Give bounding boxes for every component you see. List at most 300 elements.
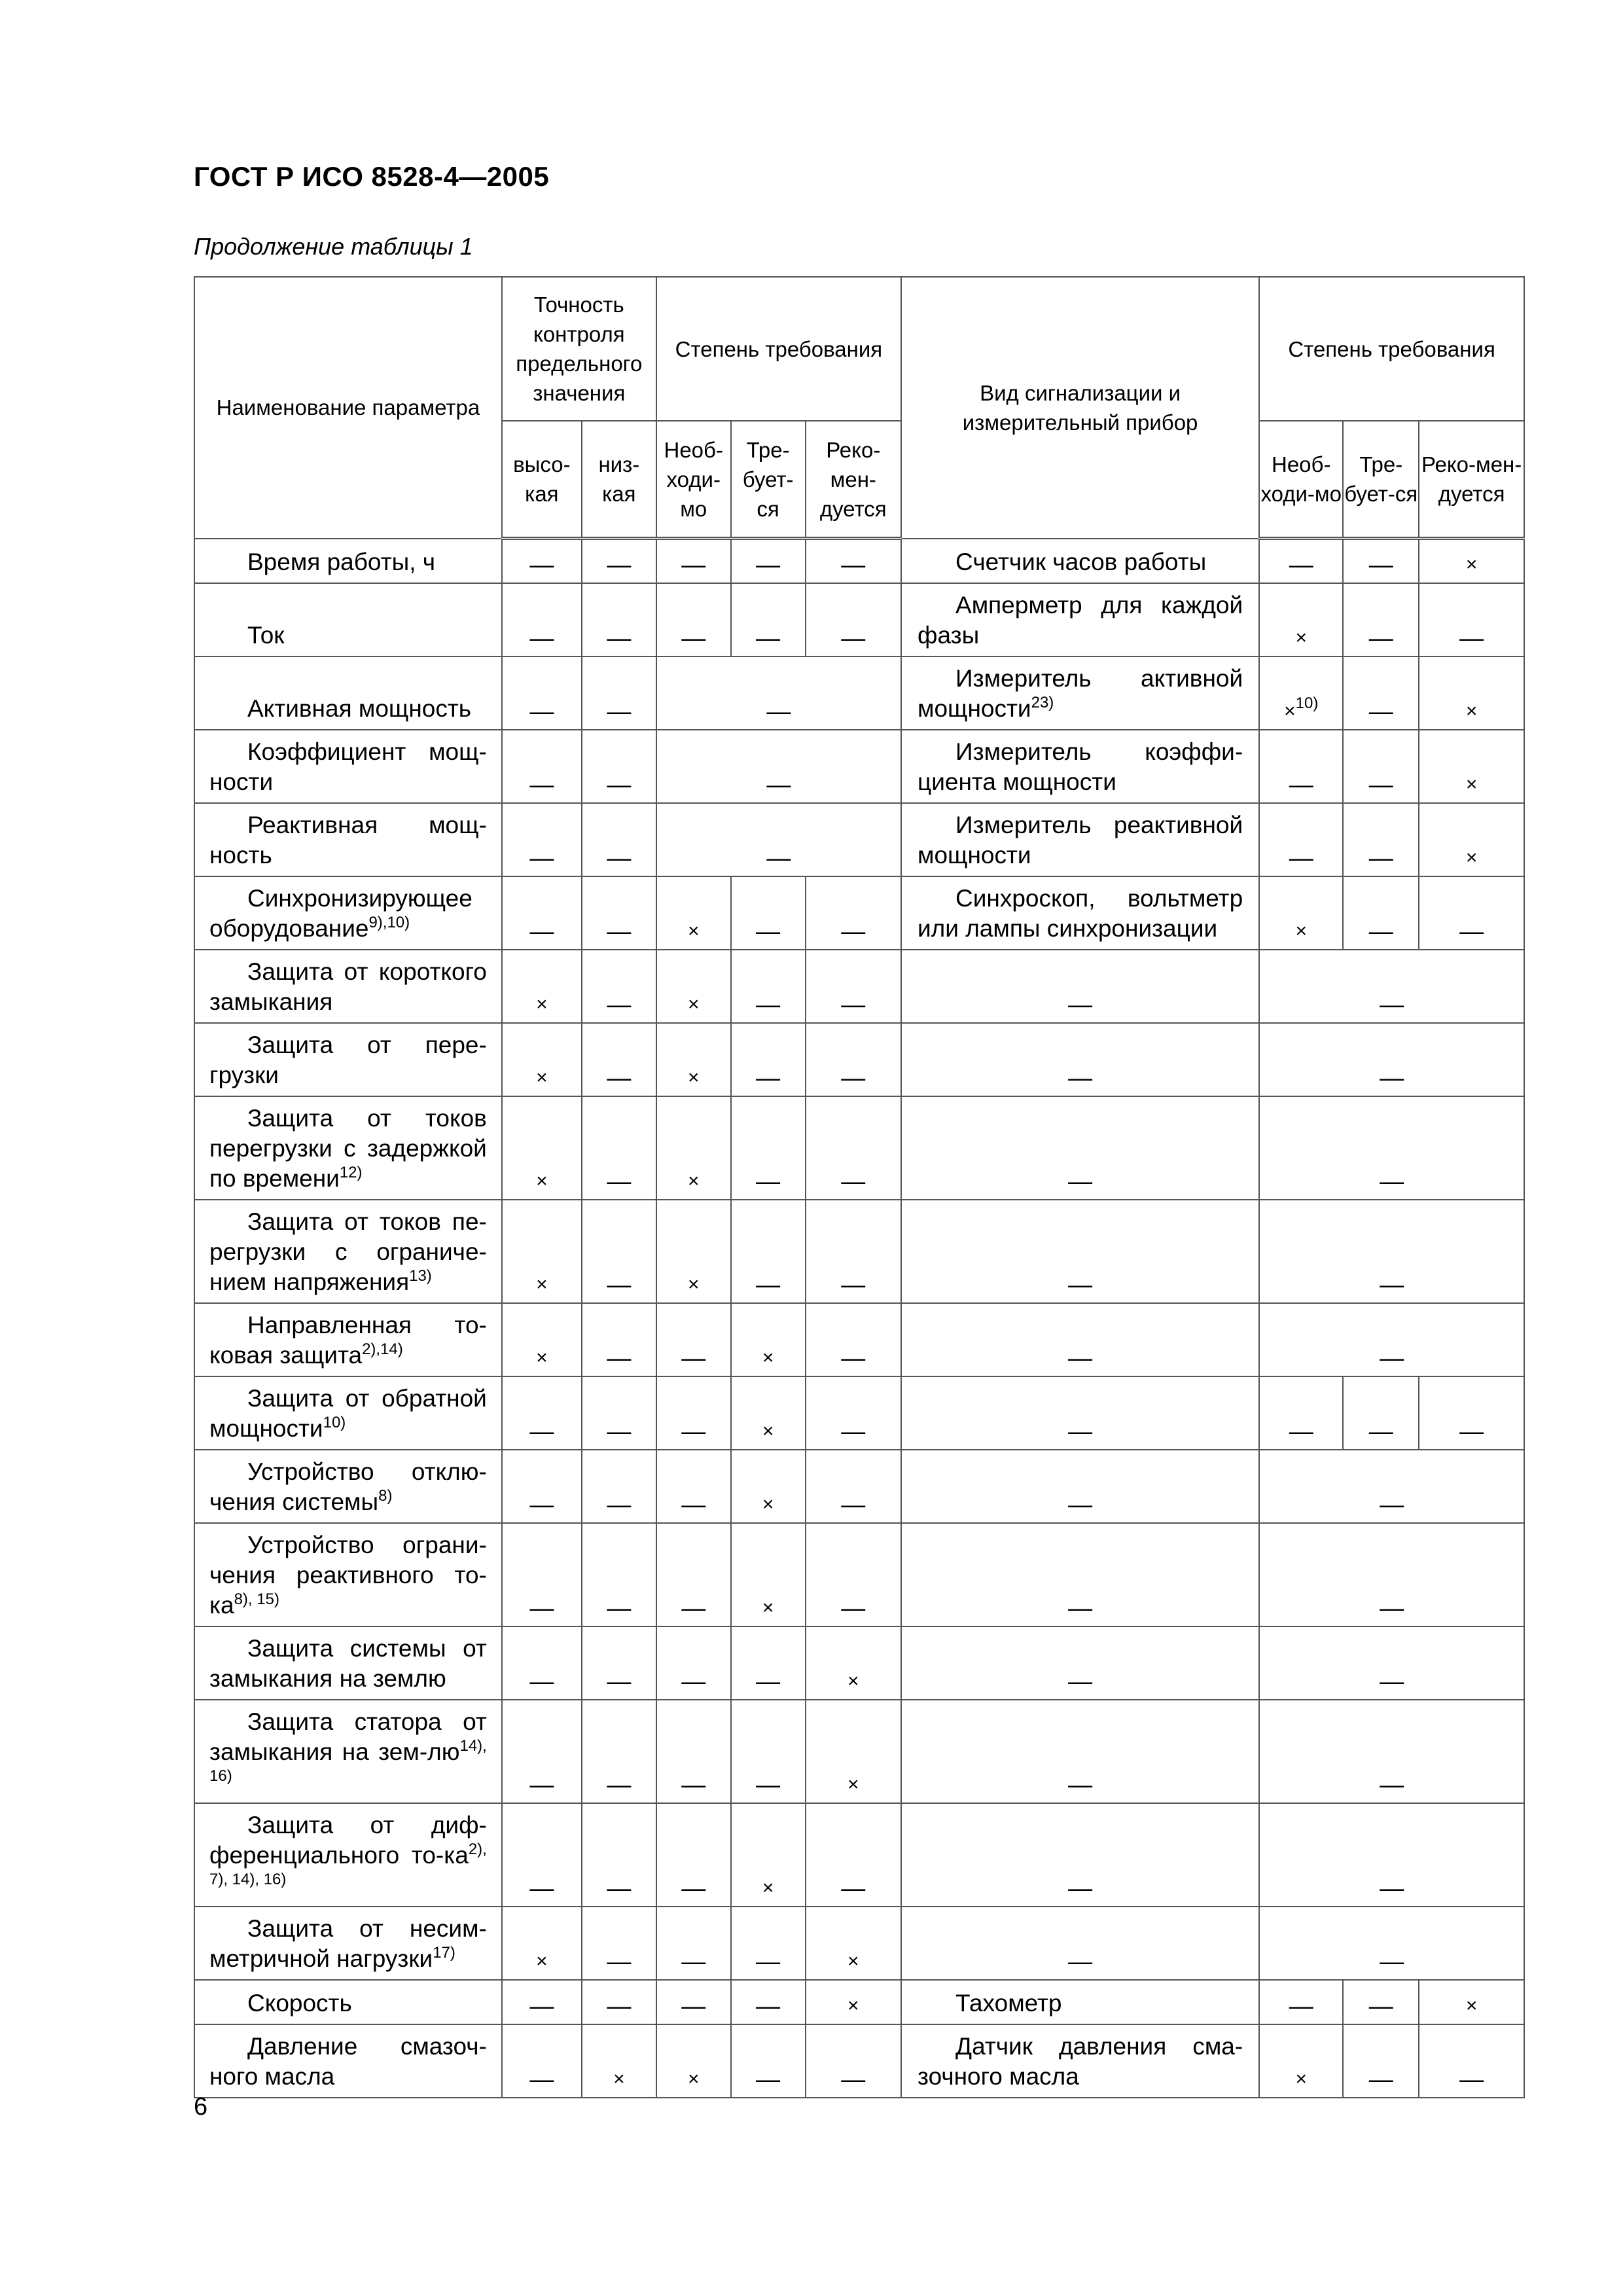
cell-required-value: —	[756, 1770, 781, 1798]
cell-required-value: —	[756, 1270, 781, 1298]
device-name-text: Счетчик часов работы	[955, 548, 1207, 575]
cell-device-requirement-merged	[1259, 1700, 1524, 1803]
parameter-name-footnote-ref: 2),14)	[362, 1340, 403, 1358]
cell-high	[502, 730, 582, 803]
cell-necessary	[656, 876, 731, 950]
cell-high	[502, 876, 582, 950]
parameter-name-text: Устройство отклю-чения системы	[209, 1458, 487, 1515]
cell-required-value: ×	[762, 1596, 774, 1619]
cell-high	[502, 1450, 582, 1523]
cell-device-recommended-value: ×	[1465, 700, 1478, 722]
cell-recommended	[806, 583, 901, 656]
parameter-name-footnote-ref: 9),10)	[368, 913, 410, 931]
cell-high-value: ×	[536, 993, 548, 1015]
parameter-name-text: Реактивная мощ-ность	[209, 811, 487, 869]
cell-device-required	[1343, 539, 1419, 583]
cell-device-recommended	[1419, 583, 1524, 656]
cell-low-value: —	[607, 770, 632, 798]
cell-necessary	[656, 1980, 731, 2024]
cell-necessary-value: ×	[687, 920, 700, 942]
header-accuracy: Точность контроля предельного значения	[502, 277, 656, 421]
parameter-name-text: Давление смазоч-ного масла	[209, 2032, 487, 2090]
cell-high-value: —	[529, 1417, 554, 1444]
cell-device-necessary-value: ×	[1295, 626, 1307, 649]
cell-required	[731, 1450, 806, 1523]
cell-high	[502, 1803, 582, 1907]
cell-recommended-value: ×	[847, 1773, 859, 1795]
cell-low-value: —	[607, 1064, 632, 1091]
cell-recommended	[806, 876, 901, 950]
device-name	[901, 1023, 1259, 1096]
parameter-name-text: Защита статора от замыкания на зем-лю	[209, 1708, 487, 1765]
cell-device-necessary	[1259, 1376, 1343, 1450]
cell-necessary	[656, 1023, 731, 1096]
cell-low-value: —	[607, 624, 632, 651]
cell-required-value: —	[756, 1167, 781, 1194]
cell-required-value: —	[756, 2065, 781, 2092]
cell-low	[582, 1303, 656, 1376]
cell-high	[502, 1376, 582, 1450]
device-name-value: —	[1068, 1270, 1093, 1298]
cell-required-value: —	[756, 550, 781, 578]
cell-required	[731, 1303, 806, 1376]
cell-necessary-value: —	[681, 1594, 706, 1621]
cell-required-value: ×	[762, 1420, 774, 1442]
cell-recommended	[806, 950, 901, 1023]
cell-required	[731, 2024, 806, 2098]
parameter-name	[194, 1803, 502, 1907]
cell-high-value: ×	[536, 1170, 548, 1192]
cell-device-necessary	[1259, 876, 1343, 950]
table-row	[194, 803, 1524, 876]
cell-necessary	[656, 539, 731, 583]
cell-necessary	[656, 1700, 731, 1803]
cell-necessary-value: —	[681, 1417, 706, 1444]
cell-device-requirement-merged	[1259, 1200, 1524, 1303]
cell-device-required-value: —	[1368, 844, 1393, 871]
cell-recommended	[806, 1450, 901, 1523]
parameter-name	[194, 1376, 502, 1450]
cell-necessary-value: —	[681, 1947, 706, 1975]
cell-recommended-value: —	[841, 1344, 866, 1371]
cell-high-value: —	[529, 1594, 554, 1621]
cell-required	[731, 1023, 806, 1096]
cell-necessary	[656, 1376, 731, 1450]
device-name-value: —	[1068, 1417, 1093, 1444]
header-requirement-degree: Степень требования	[656, 277, 901, 421]
parameter-name-text: Активная мощность	[247, 694, 472, 722]
cell-low	[582, 539, 656, 583]
table-row	[194, 2024, 1524, 2098]
document-title: ГОСТ Р ИСО 8528-4—2005	[194, 161, 550, 192]
header-high: высо-кая	[502, 421, 582, 539]
cell-recommended	[806, 2024, 901, 2098]
device-name	[901, 1200, 1259, 1303]
cell-device-requirement-merged-value: —	[1380, 1270, 1404, 1298]
cell-low-value: —	[607, 917, 632, 944]
cell-device-recommended	[1419, 876, 1524, 950]
parameter-name-footnote-ref: 13)	[409, 1266, 432, 1285]
header-necessary: Необ-ходи-мо	[656, 421, 731, 539]
cell-high	[502, 1700, 582, 1803]
cell-low	[582, 803, 656, 876]
table-row	[194, 950, 1524, 1023]
device-name	[901, 539, 1259, 583]
cell-recommended-value: ×	[847, 1994, 859, 2017]
cell-device-requirement-merged	[1259, 1096, 1524, 1200]
cell-low	[582, 1700, 656, 1803]
cell-high	[502, 950, 582, 1023]
cell-recommended	[806, 1626, 901, 1700]
device-name	[901, 1096, 1259, 1200]
cell-required-value: —	[756, 1992, 781, 2019]
cell-necessary-value: —	[681, 1770, 706, 1798]
device-name-footnote-ref: 23)	[1031, 693, 1054, 711]
cell-recommended	[806, 1200, 901, 1303]
device-name	[901, 1980, 1259, 2024]
cell-low-value: —	[607, 1270, 632, 1298]
cell-required-value: —	[756, 917, 781, 944]
cell-high-value: ×	[536, 1273, 548, 1295]
device-name	[901, 1907, 1259, 1980]
cell-low-value: —	[607, 1992, 632, 2019]
cell-low-value: —	[607, 1344, 632, 1371]
cell-high-value: ×	[536, 1950, 548, 1972]
header-low: низ-кая	[582, 421, 656, 539]
header-necessary-2: Необ-ходи-мо	[1259, 421, 1343, 539]
device-name	[901, 730, 1259, 803]
parameter-name-text: Скорость	[247, 1989, 352, 2017]
cell-device-necessary	[1259, 656, 1343, 730]
cell-necessary-value: —	[681, 1344, 706, 1371]
device-name	[901, 1523, 1259, 1626]
cell-device-recommended-value: ×	[1465, 553, 1478, 575]
device-name	[901, 2024, 1259, 2098]
cell-required	[731, 1376, 806, 1450]
cell-low-value: —	[607, 1667, 632, 1695]
device-name-value: —	[1068, 1770, 1093, 1798]
cell-high	[502, 2024, 582, 2098]
cell-high	[502, 1096, 582, 1200]
parameter-name-footnote-ref: 12)	[339, 1163, 363, 1181]
device-name	[901, 583, 1259, 656]
cell-device-recommended	[1419, 1376, 1524, 1450]
cell-high-value: —	[529, 1770, 554, 1798]
cell-recommended	[806, 1096, 901, 1200]
table-row	[194, 1523, 1524, 1626]
parameter-name	[194, 656, 502, 730]
cell-device-required	[1343, 1376, 1419, 1450]
cell-device-recommended-value: —	[1459, 624, 1484, 651]
cell-device-required	[1343, 730, 1419, 803]
cell-low	[582, 876, 656, 950]
cell-recommended-value: —	[841, 990, 866, 1018]
parameter-name-text: Синхронизирующее оборудование	[209, 884, 473, 942]
cell-low-value: —	[607, 1417, 632, 1444]
cell-device-requirement-merged-value: —	[1380, 1064, 1404, 1091]
cell-recommended-value: —	[841, 1874, 866, 1901]
cell-required	[731, 950, 806, 1023]
cell-necessary	[656, 1523, 731, 1626]
parameter-name	[194, 876, 502, 950]
cell-device-requirement-merged	[1259, 1803, 1524, 1907]
cell-low	[582, 656, 656, 730]
cell-low	[582, 1907, 656, 1980]
cell-device-requirement-merged-value: —	[1380, 1874, 1404, 1901]
cell-high	[502, 1907, 582, 1980]
cell-recommended-value: ×	[847, 1670, 859, 1692]
cell-required	[731, 1200, 806, 1303]
cell-high	[502, 539, 582, 583]
parameter-name	[194, 539, 502, 583]
device-name-text: Синхроскоп, вольтметр или лампы синхронизации	[918, 884, 1243, 942]
cell-high-value: —	[529, 624, 554, 651]
cell-high-value: —	[529, 550, 554, 578]
device-name-value: —	[1068, 1667, 1093, 1695]
cell-required	[731, 539, 806, 583]
parameter-name-text: Защита от токов пе-регрузки с ограниче-нием напряжения	[209, 1208, 487, 1295]
cell-low	[582, 730, 656, 803]
cell-low	[582, 1200, 656, 1303]
device-name-value: —	[1068, 1064, 1093, 1091]
cell-recommended	[806, 1523, 901, 1626]
cell-device-recommended-value: —	[1459, 2065, 1484, 2092]
cell-necessary	[656, 1803, 731, 1907]
cell-recommended	[806, 1700, 901, 1803]
device-name-value: —	[1068, 1167, 1093, 1194]
cell-recommended	[806, 1980, 901, 2024]
cell-requirement-merged-value: —	[766, 770, 791, 798]
parameter-name	[194, 1907, 502, 1980]
parameter-name-text: Ток	[247, 621, 285, 649]
parameter-name	[194, 1523, 502, 1626]
cell-necessary-value: —	[681, 550, 706, 578]
cell-device-required	[1343, 1980, 1419, 2024]
cell-necessary-value: ×	[687, 2068, 700, 2090]
table-row	[194, 1376, 1524, 1450]
cell-device-necessary-value: —	[1289, 1992, 1313, 2019]
cell-necessary	[656, 950, 731, 1023]
table-row	[194, 1200, 1524, 1303]
cell-recommended-value: —	[841, 1490, 866, 1518]
cell-necessary	[656, 1450, 731, 1523]
table-row	[194, 1096, 1524, 1200]
cell-recommended	[806, 1907, 901, 1980]
cell-device-requirement-merged	[1259, 1303, 1524, 1376]
parameter-name-text: Защита от обратной мощности	[209, 1384, 487, 1442]
cell-required	[731, 1626, 806, 1700]
parameter-name-footnote-ref: 14), 16)	[209, 1736, 487, 1785]
cell-device-recommended	[1419, 1980, 1524, 2024]
cell-high-value: ×	[536, 1346, 548, 1369]
cell-device-requirement-merged	[1259, 1626, 1524, 1700]
cell-required	[731, 876, 806, 950]
cell-necessary-value: ×	[687, 993, 700, 1015]
cell-necessary-value: ×	[687, 1066, 700, 1088]
cell-low-value: —	[607, 1947, 632, 1975]
cell-necessary	[656, 1200, 731, 1303]
cell-device-required-value: —	[1368, 550, 1393, 578]
cell-requirement-merged	[656, 730, 901, 803]
device-name	[901, 1450, 1259, 1523]
cell-low	[582, 1626, 656, 1700]
cell-required	[731, 1700, 806, 1803]
cell-required-value: ×	[762, 1346, 774, 1369]
cell-device-requirement-merged-value: —	[1380, 1947, 1404, 1975]
cell-recommended	[806, 1303, 901, 1376]
cell-requirement-merged-value: —	[766, 844, 791, 871]
device-name	[901, 803, 1259, 876]
parameter-name-text: Защита системы от замыкания на землю	[209, 1634, 487, 1692]
device-name	[901, 656, 1259, 730]
cell-device-recommended-value: ×	[1465, 846, 1478, 869]
cell-low	[582, 2024, 656, 2098]
parameter-name-text: Защита от диф-ференциального то-ка	[209, 1811, 487, 1869]
cell-low-value: —	[607, 1594, 632, 1621]
cell-device-requirement-merged-value: —	[1380, 1770, 1404, 1798]
header-device: Вид сигнализации и измерительный прибор	[901, 277, 1259, 539]
parameter-name	[194, 2024, 502, 2098]
cell-required	[731, 1096, 806, 1200]
cell-low-value: —	[607, 1490, 632, 1518]
cell-device-required-value: —	[1368, 1992, 1393, 2019]
cell-high-value: ×	[536, 1066, 548, 1088]
cell-recommended	[806, 539, 901, 583]
device-name	[901, 1803, 1259, 1907]
cell-high-value: —	[529, 1490, 554, 1518]
cell-device-recommended-value: ×	[1465, 1994, 1478, 2017]
parameter-name-footnote-ref: 8)	[378, 1486, 393, 1505]
cell-low-value: —	[607, 990, 632, 1018]
cell-low	[582, 950, 656, 1023]
table-row	[194, 583, 1524, 656]
cell-device-requirement-merged-value: —	[1380, 1490, 1404, 1518]
table-row	[194, 1626, 1524, 1700]
cell-device-required-value: —	[1368, 770, 1393, 798]
cell-recommended	[806, 1803, 901, 1907]
device-name-value: —	[1068, 1594, 1093, 1621]
table-row	[194, 1980, 1524, 2024]
cell-recommended	[806, 1023, 901, 1096]
cell-necessary	[656, 1096, 731, 1200]
parameter-name	[194, 1450, 502, 1523]
cell-high-value: —	[529, 1667, 554, 1695]
cell-device-necessary-value: ×	[1295, 920, 1307, 942]
cell-high	[502, 1523, 582, 1626]
table-row	[194, 1803, 1524, 1907]
cell-low-value: —	[607, 1167, 632, 1194]
cell-device-required-value: —	[1368, 697, 1393, 725]
cell-recommended-value: —	[841, 2065, 866, 2092]
device-name	[901, 1376, 1259, 1450]
cell-device-requirement-merged	[1259, 1907, 1524, 1980]
cell-device-requirement-merged	[1259, 1523, 1524, 1626]
cell-low	[582, 1376, 656, 1450]
device-name	[901, 950, 1259, 1023]
device-name	[901, 1626, 1259, 1700]
cell-device-required	[1343, 876, 1419, 950]
parameter-name-footnote-ref: 8), 15)	[234, 1590, 279, 1608]
cell-device-necessary-value: —	[1289, 1417, 1313, 1444]
table-body	[194, 539, 1524, 2098]
parameter-name-footnote-ref: 17)	[433, 1943, 455, 1962]
cell-high	[502, 1980, 582, 2024]
table-row	[194, 656, 1524, 730]
parameter-name-text: Защита от пере-грузки	[209, 1031, 487, 1088]
device-name-value: —	[1068, 1344, 1093, 1371]
cell-high	[502, 1626, 582, 1700]
cell-device-required	[1343, 583, 1419, 656]
cell-required	[731, 1907, 806, 1980]
cell-required-value: —	[756, 1064, 781, 1091]
parameter-name	[194, 803, 502, 876]
parameter-name	[194, 1023, 502, 1096]
parameter-name	[194, 950, 502, 1023]
cell-necessary	[656, 1303, 731, 1376]
cell-required-value: ×	[762, 1876, 774, 1899]
device-name-text: Измеритель активной мощности	[918, 664, 1243, 722]
cell-device-requirement-merged	[1259, 950, 1524, 1023]
cell-high	[502, 803, 582, 876]
parameter-name	[194, 730, 502, 803]
cell-device-recommended	[1419, 656, 1524, 730]
cell-device-necessary-value: —	[1289, 770, 1313, 798]
cell-required	[731, 1523, 806, 1626]
table-row	[194, 730, 1524, 803]
header-parameter: Наименование параметра	[194, 277, 502, 539]
cell-requirement-merged	[656, 803, 901, 876]
cell-low-value: ×	[613, 2068, 625, 2090]
cell-recommended-value: —	[841, 1270, 866, 1298]
cell-device-required-value: —	[1368, 1417, 1393, 1444]
device-name-value: —	[1068, 1874, 1093, 1901]
cell-high-value: —	[529, 917, 554, 944]
cell-device-requirement-merged-value: —	[1380, 1167, 1404, 1194]
cell-device-necessary-footnote-ref: 10)	[1295, 694, 1319, 712]
cell-required-value: —	[756, 624, 781, 651]
cell-device-required	[1343, 803, 1419, 876]
cell-required	[731, 583, 806, 656]
cell-low	[582, 583, 656, 656]
cell-low	[582, 1980, 656, 2024]
cell-recommended-value: ×	[847, 1950, 859, 1972]
cell-necessary-value: —	[681, 1667, 706, 1695]
parameter-name	[194, 583, 502, 656]
table-row	[194, 539, 1524, 583]
cell-necessary	[656, 1907, 731, 1980]
header-required-2: Тре-бует-ся	[1343, 421, 1419, 539]
cell-necessary-value: ×	[687, 1273, 700, 1295]
cell-required-value: —	[756, 1947, 781, 1975]
cell-high	[502, 1200, 582, 1303]
cell-device-necessary-value: —	[1289, 844, 1313, 871]
cell-recommended	[806, 1376, 901, 1450]
cell-device-recommended	[1419, 2024, 1524, 2098]
cell-device-requirement-merged-value: —	[1380, 1344, 1404, 1371]
cell-device-requirement-merged-value: —	[1380, 1667, 1404, 1695]
cell-device-recommended-value: —	[1459, 1417, 1484, 1444]
parameter-name-text: Защита от короткого замыкания	[209, 958, 487, 1015]
page-number: 6	[194, 2093, 208, 2121]
device-name-value: —	[1068, 1490, 1093, 1518]
parameter-name-footnote-ref: 2), 7), 14), 16)	[209, 1840, 487, 1888]
device-name-text: Измеритель реактивной мощности	[918, 811, 1243, 869]
cell-high	[502, 656, 582, 730]
cell-required-value: —	[756, 1667, 781, 1695]
requirements-table	[194, 276, 1525, 2098]
cell-device-required	[1343, 656, 1419, 730]
table-row	[194, 876, 1524, 950]
